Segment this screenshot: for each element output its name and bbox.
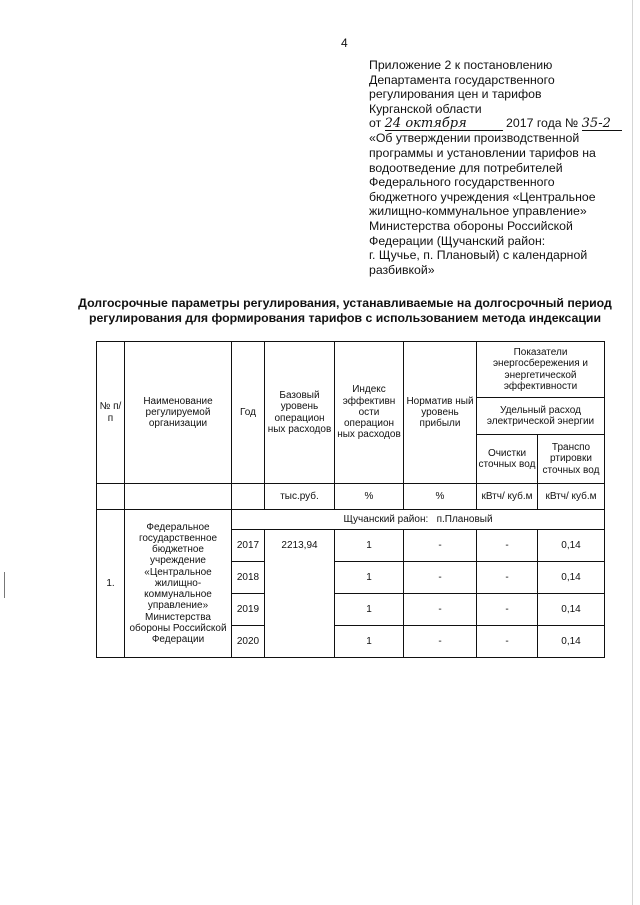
cleaning-cell: - xyxy=(477,562,538,594)
unit-cleaning: кВтч/ куб.м xyxy=(477,484,538,510)
norm-cell: - xyxy=(404,594,477,626)
units-empty xyxy=(125,484,232,510)
heading-line: регулирования для формирования тарифов с использованием метода индексации xyxy=(88,311,602,325)
appendix-date-line xyxy=(369,116,619,131)
year-cell: 2020 xyxy=(232,626,265,658)
cleaning-cell: - xyxy=(477,530,538,562)
unit-index: % xyxy=(335,484,404,510)
region-row xyxy=(232,510,605,530)
appendix-title-line: г. Щучье, п. Плановый) с календарной xyxy=(369,248,588,263)
units-empty xyxy=(232,484,265,510)
document-heading xyxy=(60,296,630,326)
appendix-title-line: программы и установлении тарифов на xyxy=(369,145,596,160)
appendix-line: Приложение 2 к постановлению xyxy=(369,58,553,72)
appendix-title-line: водоотведение для потребителей xyxy=(369,160,563,175)
appendix-title-line: жилищно-коммунальное управление» xyxy=(369,204,587,219)
cleaning-cell: - xyxy=(477,594,538,626)
unit-transport: кВтч/ куб.м xyxy=(538,484,605,510)
organization-name: Федеральное государственное бюджетное учреждение «Центральное жилищно-коммунальное управление» Министерства обороны Российской Федерации xyxy=(125,510,232,658)
year-cell: 2017 xyxy=(232,530,265,562)
scan-edge xyxy=(632,0,633,905)
appendix-line: Департамента государственного xyxy=(369,72,555,87)
date-month: октября xyxy=(405,116,467,132)
index-cell: 1 xyxy=(335,594,404,626)
heading-line: Долгосрочные параметры регулирования, устанавливаемые на долгосрочный период xyxy=(78,296,612,310)
handwritten-doc-number: 35-2 xyxy=(582,118,622,131)
parameters-table xyxy=(96,341,605,658)
appendix-line: регулирования цен и тарифов xyxy=(369,87,542,102)
cleaning-cell: - xyxy=(477,626,538,658)
year-cell: 2019 xyxy=(232,594,265,626)
appendix-title-line: бюджетного учреждения «Центральное xyxy=(369,189,596,204)
index-cell: 1 xyxy=(335,562,404,594)
date-year: 2017 года № xyxy=(506,116,579,131)
base-value: 2213,94 xyxy=(265,530,335,658)
region-label: Щучанский район: xyxy=(343,513,429,525)
units-empty xyxy=(97,484,125,510)
scan-mark xyxy=(4,572,5,598)
appendix-line: Курганской области xyxy=(369,101,482,116)
index-cell: 1 xyxy=(335,626,404,658)
settlement-label: п.Плановый xyxy=(436,513,493,525)
norm-cell: - xyxy=(404,562,477,594)
unit-base: тыс.руб. xyxy=(265,484,335,510)
header-base-costs: Базовый уровень операцион ных расходов xyxy=(265,342,335,484)
row-number: 1. xyxy=(97,510,125,658)
header-efficiency-index: Индекс эффективн ости операцион ных расходов xyxy=(335,342,404,484)
norm-cell: - xyxy=(404,626,477,658)
header-year: Год xyxy=(232,342,265,484)
appendix-title-line: «Об утверждении производственной xyxy=(369,131,580,146)
appendix-title-line: Министерства обороны Российской xyxy=(369,218,573,233)
header-energy-indicators: Показатели энергосбережения и энергетической эффективности xyxy=(477,342,605,398)
transport-cell: 0,14 xyxy=(538,594,605,626)
transport-cell: 0,14 xyxy=(538,626,605,658)
units-row xyxy=(97,484,605,510)
header-specific-consumption: Удельный расход электрической энергии xyxy=(477,398,605,435)
transport-cell: 0,14 xyxy=(538,562,605,594)
header-profit-norm: Норматив ный уровень прибыли xyxy=(404,342,477,484)
appendix-header xyxy=(369,58,619,277)
page-number: 4 xyxy=(341,36,348,50)
index-cell: 1 xyxy=(335,530,404,562)
header-transport: Транспо ртировки сточных вод xyxy=(538,435,605,484)
header-num: № п/п xyxy=(97,342,125,484)
transport-cell: 0,14 xyxy=(538,530,605,562)
handwritten-date xyxy=(385,118,503,131)
unit-norm: % xyxy=(404,484,477,510)
norm-cell: - xyxy=(404,530,477,562)
appendix-title-line: Федерации (Щучанский район: xyxy=(369,233,546,248)
date-prefix: от xyxy=(369,116,382,131)
header-organization: Наименование регулируемой организации xyxy=(125,342,232,484)
year-cell: 2018 xyxy=(232,562,265,594)
appendix-title-line: Федерального государственного xyxy=(369,175,555,190)
header-cleaning: Очистки сточных вод xyxy=(477,435,538,484)
appendix-title-line: разбивкой» xyxy=(369,262,435,277)
date-day: 24 xyxy=(384,116,402,132)
